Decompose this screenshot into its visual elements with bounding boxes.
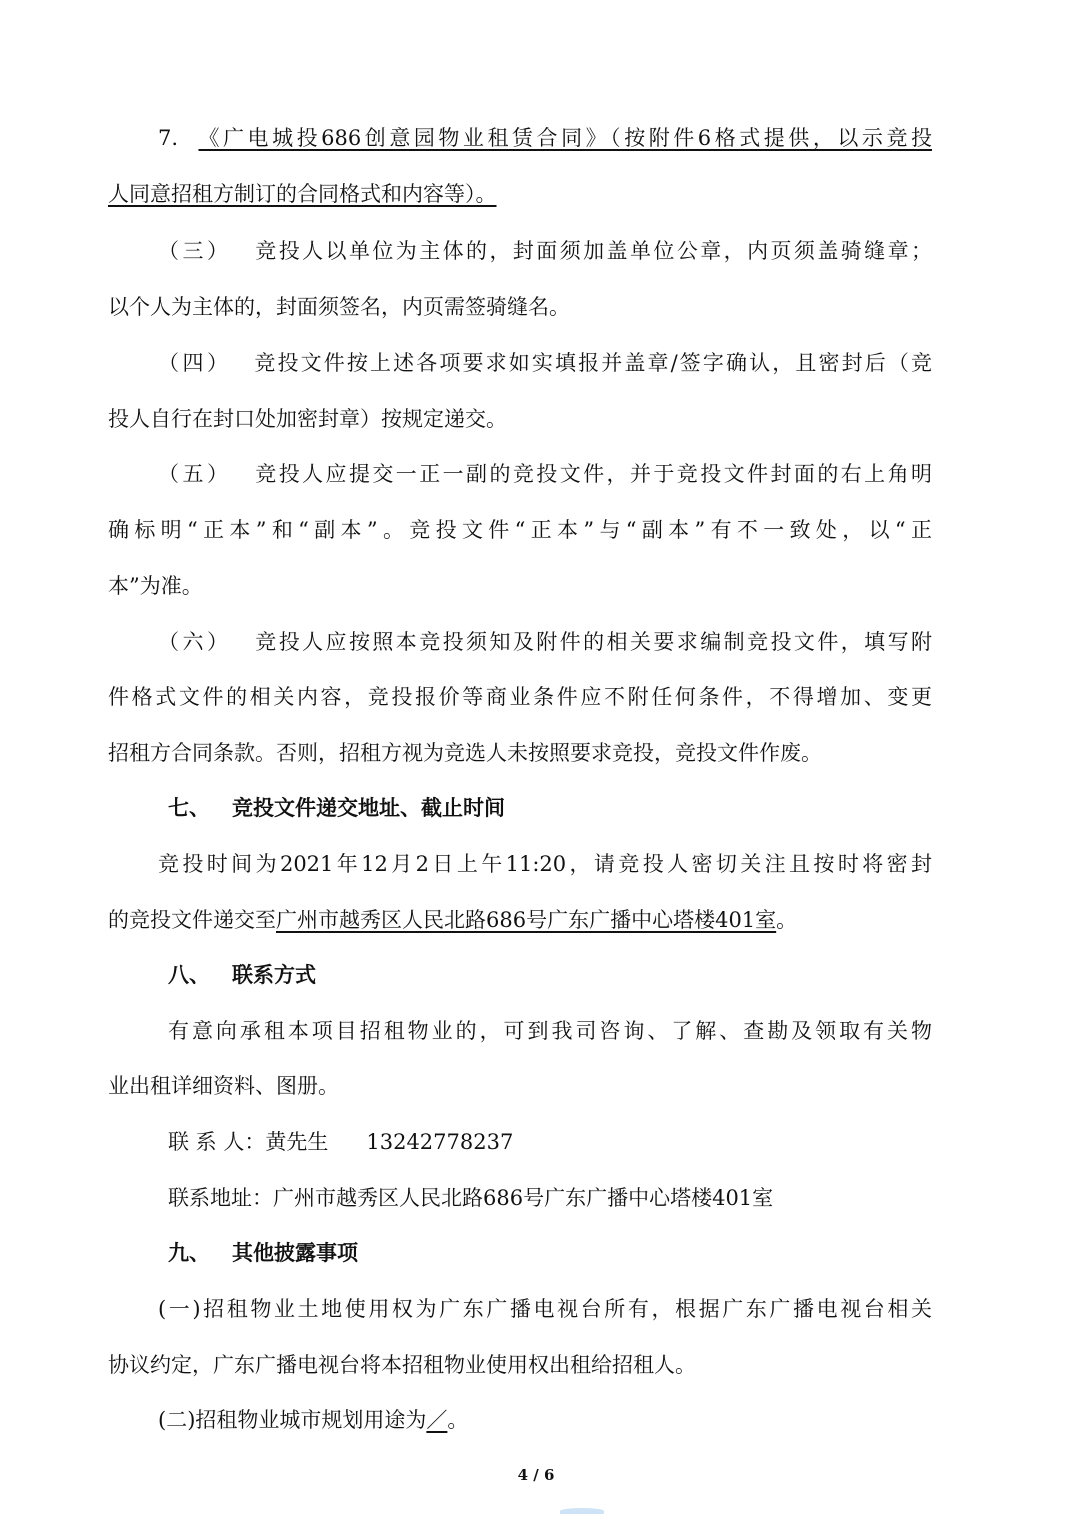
section9-number: 九、 [168, 1241, 210, 1265]
para4-line2: 投人自行在封口处加密封章）按规定递交。 [108, 407, 507, 431]
contact-address-label: 联系地址： [168, 1186, 273, 1210]
contact-person-line [168, 1127, 932, 1157]
section7-number: 七、 [168, 796, 210, 820]
para5-line3: 本”为准。 [108, 574, 203, 598]
para4-line1 [158, 348, 932, 378]
section8-number: 八、 [168, 963, 210, 987]
section9-item2-post: 。 [447, 1408, 469, 1432]
contact-person-label: 联 系 人： [168, 1130, 266, 1154]
para6-line2: 件格式文件的相关内容，竞投报价等商业条件应不附任何条件，不得增加、变更 [108, 685, 932, 709]
para3-line2: 以个人为主体的，封面须签名，内页需签骑缝名。 [108, 295, 570, 319]
contact-address: 广州市越秀区人民北路686号广东广播中心塔楼401室 [273, 1186, 774, 1210]
section9-item1-line1: (一)招租物业土地使用权为广东广播电视台所有，根据广东广播电视台相关 [158, 1297, 932, 1321]
para3-line1 [158, 236, 932, 266]
section7-heading [168, 793, 932, 823]
para6-label: （六） [158, 630, 228, 654]
item7-line1 [158, 123, 932, 153]
para5-line1 [158, 459, 932, 489]
item7-line1-text: 《广电城投686创意园物业租赁合同》（按附件6格式提供，以示竞投 [198, 126, 932, 150]
para4-label: （四） [158, 351, 228, 375]
section7-line1: 竞投时间为2021年12月2日上午11:20，请竞投人密切关注且按时将密封 [158, 852, 932, 876]
para6-line3: 招租方合同条款。否则，招租方视为竞选人未按照要求竞投，竞投文件作废。 [108, 741, 822, 765]
para3-line1-text: 竞投人以单位为主体的，封面须加盖单位公章，内页须盖骑缝章； [255, 239, 932, 263]
section9-item1-line2: 协议约定，广东广播电视台将本招租物业使用权出租给招租人。 [108, 1353, 696, 1377]
page-number: 4 / 6 [517, 1466, 555, 1484]
section9-title: 其他披露事项 [232, 1241, 358, 1265]
planning-use-value: ／ [426, 1408, 448, 1432]
item7-number: 7. [158, 126, 179, 150]
section8-heading [168, 960, 932, 990]
section7-line2-pre: 的竞投文件递交至 [108, 908, 276, 932]
para5-line1-text: 竞投人应提交一正一副的竞投文件，并于竞投文件封面的右上角明 [255, 462, 932, 486]
section9-item2-line [158, 1405, 932, 1435]
para6-line1-text: 竞投人应按照本竞投须知及附件的相关要求编制竞投文件，填写附 [255, 630, 932, 654]
para3-label: （三） [158, 239, 228, 263]
contact-address-line [168, 1183, 932, 1213]
contact-phone: 13242778237 [366, 1130, 514, 1154]
item7-line2-text: 人同意招租方制订的合同格式和内容等）。 [108, 182, 497, 206]
corner-mark [560, 1508, 604, 1514]
section8-title: 联系方式 [232, 963, 316, 987]
submission-address: 广州市越秀区人民北路686号广东广播中心塔楼401室 [276, 908, 777, 932]
section9-item2-pre: (二)招租物业城市规划用途为 [158, 1408, 427, 1432]
section9-heading [168, 1238, 932, 1268]
contact-person-name: 黄先生 [265, 1130, 329, 1154]
para6-line1 [158, 627, 932, 657]
section7-line2 [108, 905, 932, 935]
item7-line2 [108, 179, 932, 209]
section7-line2-post: 。 [776, 908, 798, 932]
para4-line1-text: 竞投文件按上述各项要求如实填报并盖章/签字确认，且密封后（竞 [254, 351, 932, 375]
section7-title: 竞投文件递交地址、截止时间 [232, 796, 505, 820]
para5-line2: 确标明“正本”和“副本”。竞投文件“正本”与“副本”有不一致处，以“正 [108, 518, 932, 542]
section8-line2: 业出租详细资料、图册。 [108, 1074, 339, 1098]
section8-line1: 有意向承租本项目招租物业的，可到我司咨询、了解、查勘及领取有关物 [168, 1019, 932, 1043]
para5-label: （五） [158, 462, 228, 486]
